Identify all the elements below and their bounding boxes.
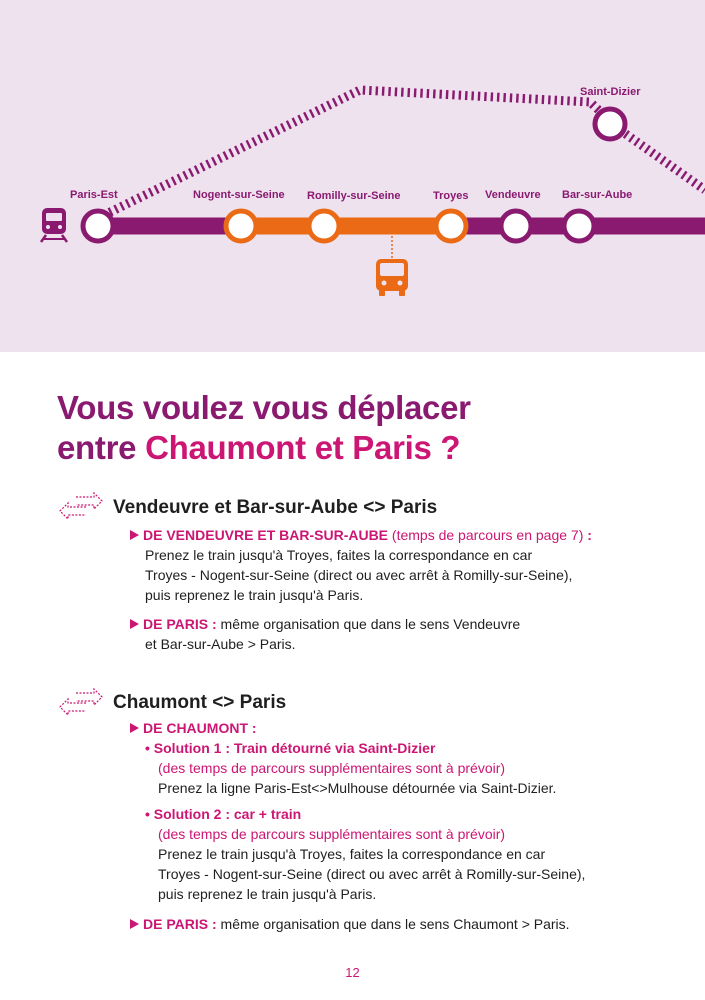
solution1-title: Solution 1 : Train détourné via Saint-Dizier — [153, 740, 436, 756]
page-number: 12 — [345, 965, 360, 980]
section2-item1-label: DE CHAUMONT : — [143, 720, 257, 736]
section1-item2-line2: et Bar-sur-Aube > Paris. — [145, 636, 296, 652]
bus-icon — [376, 259, 408, 296]
solution2-note: (des temps de parcours supplémentaires sont à prévoir) — [158, 826, 506, 842]
arrow-bullet-icon — [130, 723, 139, 733]
section2-item2-text: même organisation que dans le sens Chaumont > Paris. — [216, 916, 570, 932]
solution2: • Solution 2 : car + train (des temps de parcours supplémentaires sont à prévoir) Prenez le train jusqu'à Troyes, faites la correspondance en car Troyes - Nogent-sur-Seine (direct ou avec arrêt à Romilly-sur-Seine), puis reprenez le train jusqu'à Paris. — [145, 806, 586, 902]
station-label-saint-dizier: Saint-Dizier — [580, 86, 641, 98]
solution2-line1: Prenez le train jusqu'à Troyes, faites la correspondance en car — [158, 846, 546, 862]
exchange-arrows-icon — [58, 492, 104, 524]
section1-item2-label: DE PARIS : — [143, 616, 217, 632]
section1-item1-line3: puis reprenez le train jusqu'à Paris. — [145, 587, 364, 603]
section1-title: Vendeuvre et Bar-sur-Aube <> Paris — [113, 497, 438, 518]
station-label-troyes: Troyes — [433, 190, 469, 202]
section2-item2-label: DE PARIS : — [143, 916, 217, 932]
solution2-line3: puis reprenez le train jusqu'à Paris. — [158, 886, 377, 902]
section2-item2 — [130, 914, 570, 934]
solution1-text: Prenez la ligne Paris-Est<>Mulhouse détournée via Saint-Dizier. — [158, 780, 557, 796]
section2-item1 — [130, 718, 257, 738]
station-label-bar-sur-aube: Bar-sur-Aube — [562, 189, 633, 201]
solution1-note: (des temps de parcours supplémentaires sont à prévoir) — [158, 760, 506, 776]
section1-item1 — [130, 525, 592, 605]
arrow-bullet-icon — [130, 919, 139, 929]
arrow-bullet-icon — [130, 619, 139, 629]
solution2-title: Solution 2 : car + train — [153, 806, 302, 822]
exchange-arrows-icon — [58, 688, 104, 720]
section1-item1-line1: Prenez le train jusqu'à Troyes, faites la correspondance en car — [145, 547, 533, 563]
title-line1: Vous voulez vous déplacer — [57, 389, 471, 426]
station-label-paris-est: Paris-Est — [70, 189, 118, 201]
station-label-nogent: Nogent-sur-Seine — [193, 189, 285, 201]
solution2-line2: Troyes - Nogent-sur-Seine (direct ou avec arrêt à Romilly-sur-Seine), — [158, 866, 586, 882]
station-nogent — [226, 211, 256, 241]
station-vendeuvre — [501, 211, 531, 241]
title-line2-highlight: Chaumont et Paris ? — [145, 429, 461, 466]
section2-title: Chaumont <> Paris — [113, 692, 287, 713]
solution1: • Solution 1 : Train détourné via Saint-Dizier (des temps de parcours supplémentaires sont à prévoir) Prenez la ligne Paris-Est<>Mulhouse détournée via Saint-Dizier. — [145, 740, 557, 796]
station-paris-est — [83, 211, 113, 241]
section1-item2-line1: même organisation que dans le sens Vendeuvre — [216, 616, 521, 632]
station-troyes — [436, 211, 466, 241]
route-map — [0, 0, 705, 352]
station-label-vendeuvre: Vendeuvre — [485, 189, 541, 201]
section1-item1-paren: (temps de parcours en page 7) — [391, 527, 584, 543]
station-saint-dizier — [595, 109, 625, 139]
section1-item2 — [130, 614, 520, 654]
arrow-bullet-icon — [130, 530, 139, 540]
section1-item1-label: DE VENDEUVRE ET BAR-SUR-AUBE — [143, 527, 389, 543]
station-label-romilly: Romilly-sur-Seine — [307, 190, 401, 202]
station-bar-sur-aube — [564, 211, 594, 241]
title-line2-plain: entre — [57, 429, 146, 466]
station-romilly — [309, 211, 339, 241]
page-title — [57, 388, 471, 468]
train-icon — [41, 208, 67, 242]
route-diagram — [0, 0, 705, 352]
section1-item1-colon: : — [583, 527, 592, 543]
section1-item1-line2: Troyes - Nogent-sur-Seine (direct ou avec arrêt à Romilly-sur-Seine), — [145, 567, 573, 583]
